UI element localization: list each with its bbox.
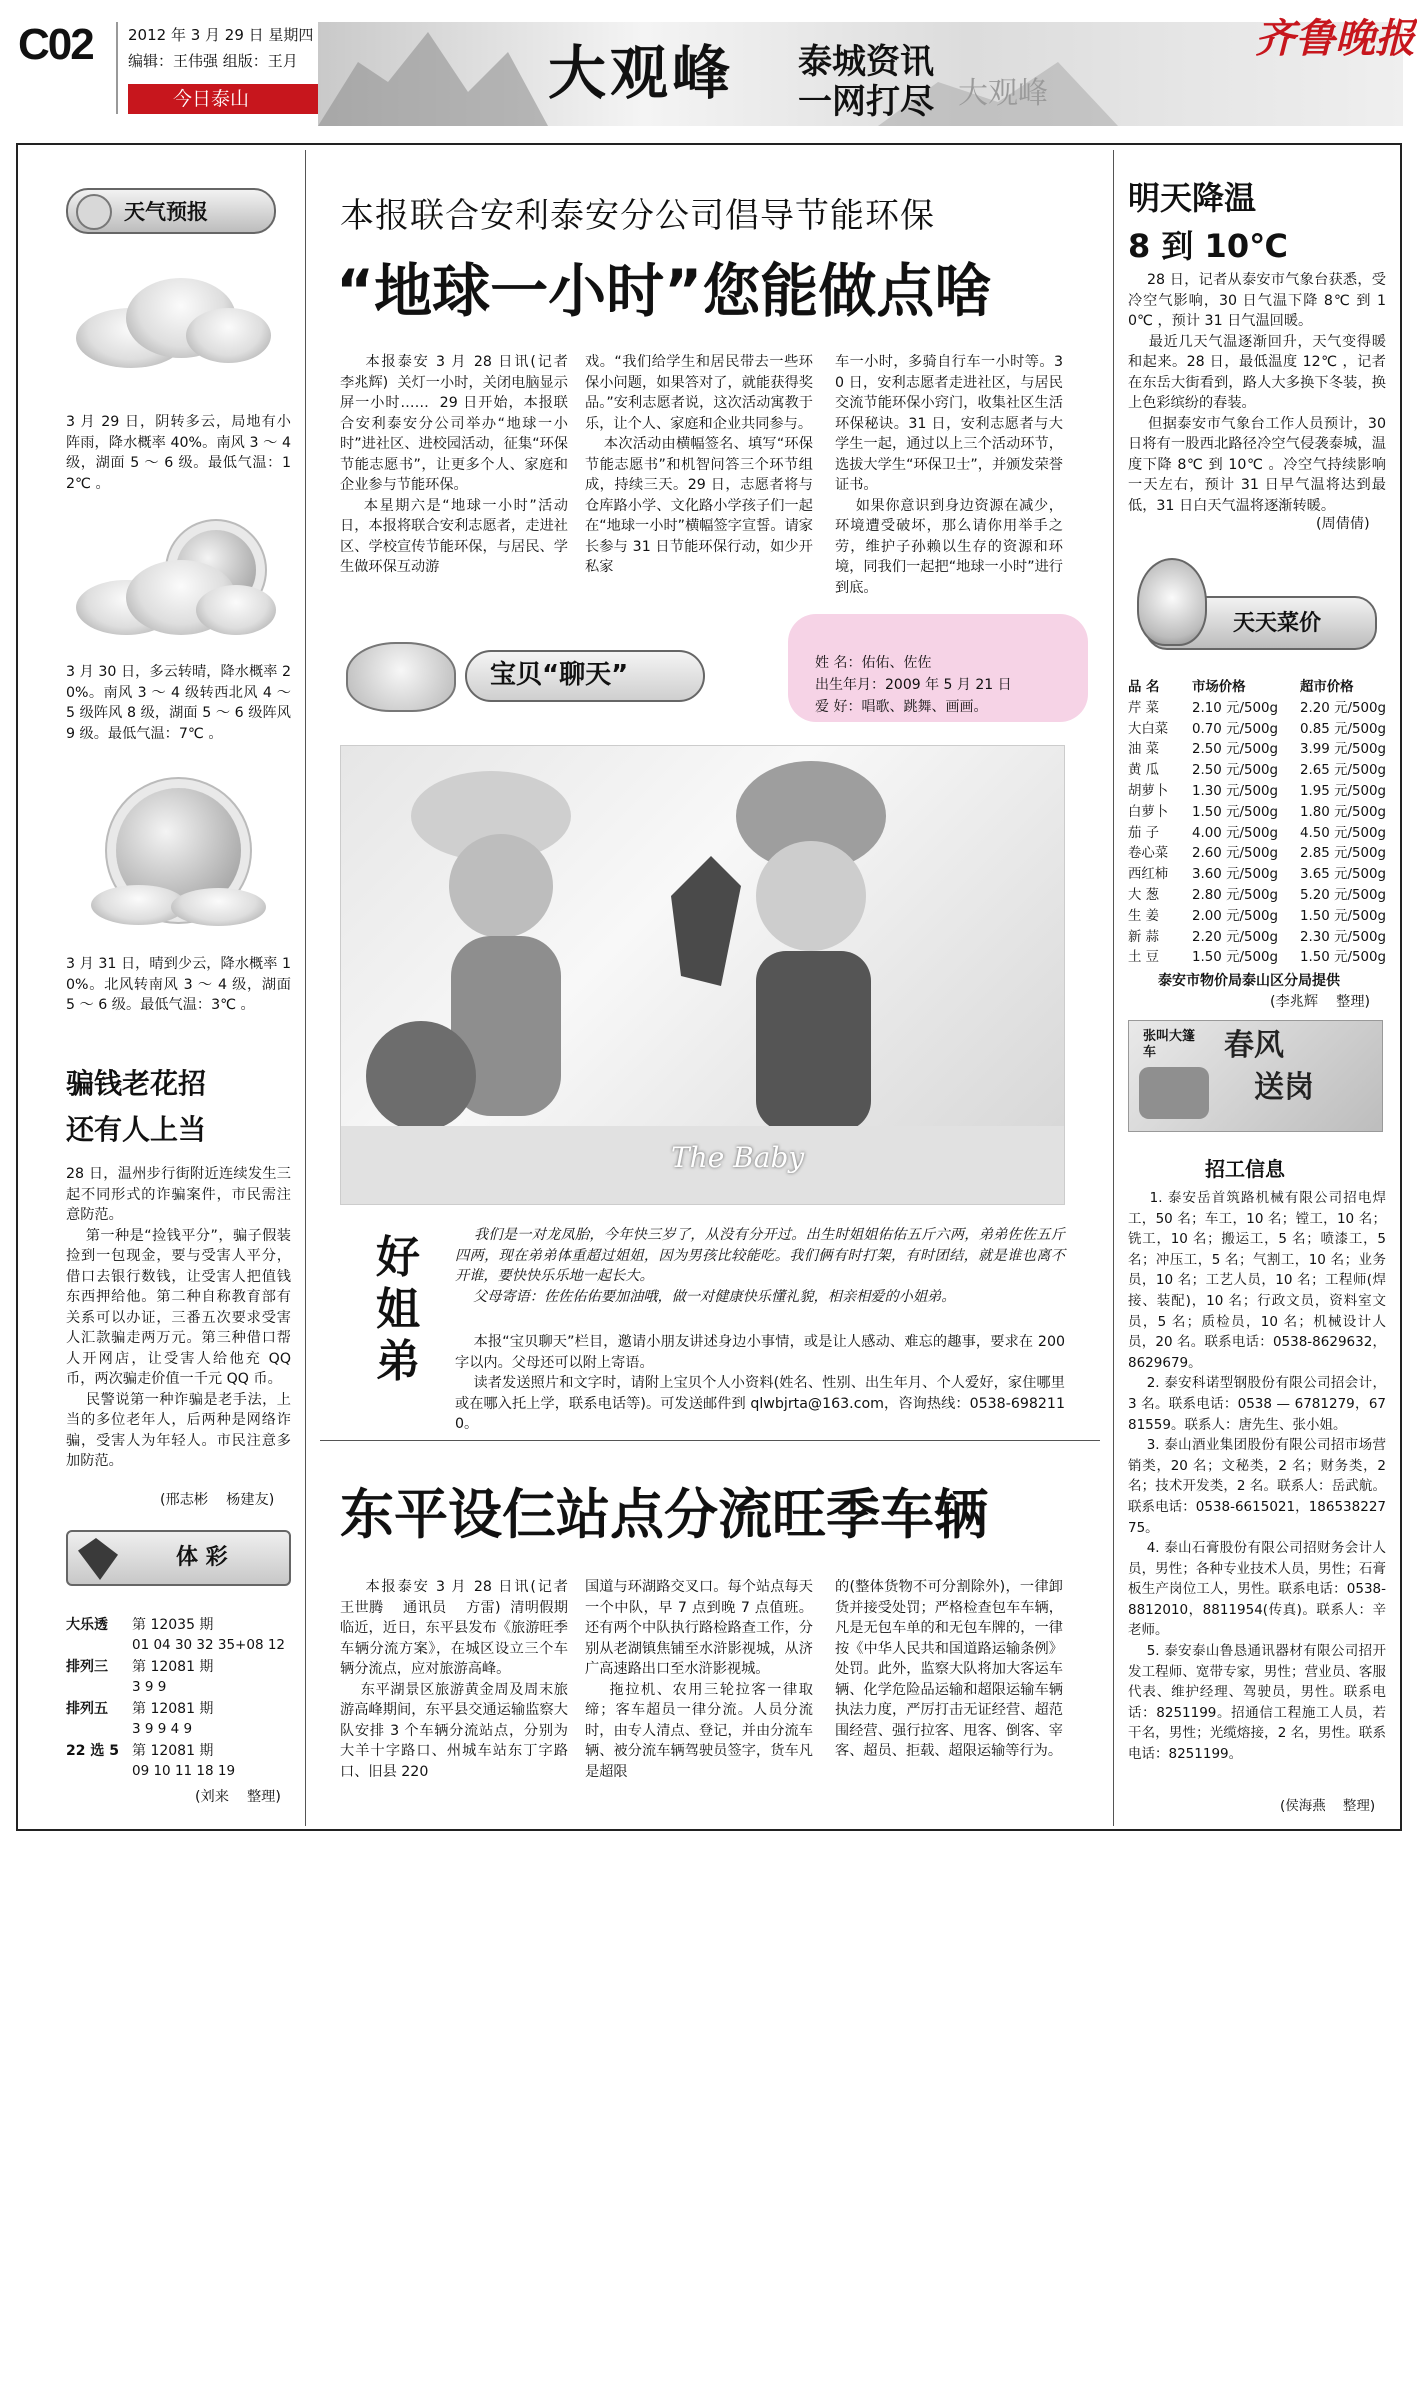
masthead-logo: 齐鲁晚报 bbox=[1255, 15, 1415, 62]
jobs-banner-title: 春风 bbox=[1224, 1028, 1284, 1063]
veg-market-price: 2.80 元/500g bbox=[1192, 887, 1279, 903]
cooling-body: 28 日，记者从泰安市气象台获悉，受冷空气影响，30 日气温下降 8℃ 到 10℃ ，预计 31 日气温回暖。 最近几天气温逐渐回升，天气变得暖和起来。28 日，最低温度 12℃ ，记者在东岳大街看到，路人大多换下冬装，换上色彩缤纷的春装。 但据泰安市气象台工作人员预计，30 日将有一股西北路径冷空气侵袭泰城，温度下降 8℃ 到 10℃ 。冷空气持续影响一天左右，预计 31 日早气温将达到最低，31 日白天气温将逐渐转暖。 bbox=[1128, 272, 1386, 514]
cabbage-mascot-icon bbox=[1137, 558, 1207, 646]
cooling-title-2: 8 到 10℃ bbox=[1128, 227, 1288, 265]
section-bar: 今日泰山 bbox=[128, 84, 318, 114]
lottery-row: 排列五 第 12081 期 3 9 9 4 9 bbox=[66, 1701, 214, 1737]
veg-row bbox=[1128, 948, 1393, 969]
issue-date: 2012 年 3 月 29 日 星期四 bbox=[128, 26, 314, 44]
mouse-mascot-icon bbox=[346, 642, 456, 712]
veg-row bbox=[1128, 824, 1393, 845]
lottery-badge bbox=[66, 1530, 291, 1586]
right-column-rule bbox=[1113, 150, 1114, 1826]
veg-row bbox=[1128, 907, 1393, 928]
baby-side-title: 好姐弟 bbox=[376, 1232, 420, 1387]
cooling-byline: (周倩倩) bbox=[1316, 516, 1370, 532]
veg-super-price: 2.20 元/500g bbox=[1300, 700, 1387, 716]
veg-name: 茄 子 bbox=[1128, 825, 1160, 841]
jobs-banner bbox=[1128, 1020, 1383, 1132]
veg-row bbox=[1128, 865, 1393, 886]
slogan-line1: 泰城资讯 bbox=[798, 42, 934, 82]
scam-title-1: 骗钱老花招 bbox=[66, 1067, 207, 1100]
veg-super-price: 2.65 元/500g bbox=[1300, 763, 1387, 779]
veg-super-price: 0.85 元/500g bbox=[1300, 721, 1387, 737]
lottery-logo-icon bbox=[78, 1538, 118, 1580]
veg-row bbox=[1128, 720, 1393, 741]
dongping-col2: 国道与环湖路交叉口。每个站点每天一个中队，早 7 点到晚 7 点值班。还有两个中队执行路检路查工作，分别从老湖镇焦铺至水浒影视城，从济广高速路出口至水浒影视城。 拖拉机、农用三轮拉客一律取缔；客车超员一律分流。人员分流时，由专人清点、登记，并由分流车辆、被分流车辆驾驶员签字，货车凡是超限 bbox=[585, 1579, 813, 1780]
page-header bbox=[0, 0, 1417, 140]
veg-market-price: 4.00 元/500g bbox=[1192, 825, 1279, 841]
mountain-banner bbox=[318, 22, 1403, 126]
weather-day2: 3 月 30 日，多云转晴，降水概率 20%。南风 3 ～ 4 级转西北风 4 ～ 5 级阵风 8 级，湖面 5 ～ 6 级阵风 9 级。最低气温：7℃ 。 bbox=[66, 664, 296, 742]
veg-price-table bbox=[1128, 678, 1393, 969]
veg-row bbox=[1128, 782, 1393, 803]
sunny-icon bbox=[66, 770, 286, 940]
lottery-row: 排列三 第 12081 期 3 9 9 bbox=[66, 1659, 214, 1695]
baby-badge bbox=[340, 636, 710, 718]
veg-super-price: 2.85 元/500g bbox=[1300, 846, 1387, 862]
slogan-line2: 一网打尽 bbox=[798, 82, 934, 122]
dongping-col3: 的(整体货物不可分割除外)，一律卸货并接受处罚；严格检查包车车辆，凡是无包车单的和无包车牌的，一律按《中华人民共和国道路运输条例》处罚。此外，监察大队将加大客运车辆、化学危险品运输和超限运输车辆执法力度，严厉打击无证经营、超范围经营、强行拉客、甩客、倒客、宰客、超员、拒载、超限运输等行为。 bbox=[835, 1579, 1063, 1759]
veg-super-price: 5.20 元/500g bbox=[1300, 887, 1387, 903]
sun-face-icon bbox=[76, 194, 112, 230]
baby-hobbies: 唱歌、跳舞、画画。 bbox=[861, 699, 988, 715]
scam-title-2: 还有人上当 bbox=[66, 1113, 207, 1146]
veg-name: 土 豆 bbox=[1128, 950, 1160, 966]
baby-note: 本报“宝贝聊天”栏目，邀请小朋友讲述身边小事情，或是让人感动、难忘的趣事，要求在 200 字以内。父母还可以附上寄语。 读者发送照片和文字时，请附上宝贝个人小资料(姓名、性别、出生年月、个人爱好，家住哪里或在哪入托上学，联系电话等)。可发送邮件到 qlwbjrta@163.com，咨询热线：0538-6982110。 bbox=[455, 1334, 1065, 1432]
baby-badge-label: 宝贝“聊天” bbox=[490, 660, 629, 690]
veg-name: 白萝卜 bbox=[1128, 804, 1169, 820]
lottery-badge-label: 体 彩 bbox=[176, 1545, 228, 1570]
twins-photo bbox=[340, 745, 1065, 1205]
veg-super-price: 1.50 元/500g bbox=[1300, 950, 1387, 966]
veg-byline: (李兆辉 整理) bbox=[1270, 994, 1371, 1010]
jobs-body: 1. 泰安岳首筑路机械有限公司招电焊工，50 名；车工，10 名；镗工，10 名；铣工，10 名；搬运工，5 名；喷漆工，5 名；冲压工，5 名；气割工，10 名；业务员，10 名；工艺人员，10 名；工程师(焊接、装配)，10 名；行政文员，资料室文员，5 名；质检员，10 名；机械设计人员，20 名。联系电话：0538-8629632，8629679。 2. 泰安科诺型钢股份有限公司招会计，3 名。联系电话：0538 — 6781279，6781559。联系人：唐先生、张小姐。 3. 泰山酒业集团股份有限公司招市场营销类，20 名；文秘类，2 名；财务类，2 名；技术开发类，2 名。联系人：岳武航。联系电话：0538-6615021，18653822775。 4. 泰山石膏股份有限公司招财务会计人员，男性；各种专业技术人员，男性；石膏板生产岗位工人，男性。联系电话：0538-8812010，8811954(传真)。联系人：辛老师。 5. 泰安泰山鲁恳通讯器材有限公司招开发工程师、宽带专家，男性；营业员、客服代表、维护经理、驾驶员，男性。联系电话：8251199。招通信工程施工人员，若干名，男性；光缆熔接，2 名，男性。联系电话：8251199。 bbox=[1128, 1190, 1386, 1763]
main-col1: 本报泰安 3 月 28 日讯(记者 李兆辉) 关灯一小时，关闭电脑显示屏一小时…… 29 日开始，本报联合安利泰安分公司举办“地球一小时”进社区、进校园活动，征集“环保节能志愿书”，让更多个人、家庭和企业参与节能环保。 本星期六是“地球一小时”活动日，本报将联合安利志愿者，走进社区、学校宣传节能环保，与居民、学生做环保互动游 bbox=[340, 354, 568, 575]
veg-name: 大 葱 bbox=[1128, 887, 1160, 903]
veg-super-price: 1.50 元/500g bbox=[1300, 908, 1387, 924]
main-title: “地球一小时”您能做点啥 bbox=[336, 257, 993, 325]
veg-market-price: 1.50 元/500g bbox=[1192, 804, 1279, 820]
veg-badge-label: 天天菜价 bbox=[1233, 611, 1322, 636]
veg-name: 芹 菜 bbox=[1128, 700, 1160, 716]
weather-day1: 3 月 29 日，阴转多云，局地有小阵雨，降水概率 40%。南风 3 ～ 4 级，湖面 5 ～ 6 级。最低气温：12℃ 。 bbox=[66, 414, 296, 492]
main-col2: 戏。“我们给学生和居民带去一些环保小问题，如果答对了，就能获得奖品。”安利志愿者说，这次活动寓教于乐，让个人、家庭和企业共同参与。 本次活动由横幅签名、填写“环保节能志愿书”和机智问答三个环节组成，持续三天。29 日，志愿者将与仓库路小学、文化路小学孩子们一起在“地球一小时”横幅签字宣誓。请家长参与 31 日节能环保行动，如少开私家 bbox=[585, 354, 813, 575]
veg-market-price: 2.10 元/500g bbox=[1192, 700, 1279, 716]
bus-illustration-icon bbox=[1139, 1067, 1209, 1119]
jobs-byline: (侯海燕 整理) bbox=[1280, 1798, 1376, 1814]
veg-super-price: 2.30 元/500g bbox=[1300, 929, 1387, 945]
banner-watermark: 大观峰 bbox=[958, 76, 1048, 111]
veg-header: 品 名 市场价格 超市价格 bbox=[1128, 680, 1354, 695]
veg-market-price: 2.50 元/500g bbox=[1192, 742, 1279, 758]
lottery-list bbox=[66, 1615, 296, 1783]
twins-photo-art bbox=[341, 746, 1065, 1205]
veg-row bbox=[1128, 844, 1393, 865]
issue-editors: 编辑：王伟强 组版：王月 bbox=[128, 52, 298, 70]
veg-row bbox=[1128, 803, 1393, 824]
jobs-banner-left: 张叫大篷车 bbox=[1143, 1029, 1196, 1060]
veg-market-price: 2.00 元/500g bbox=[1192, 908, 1279, 924]
header-rule bbox=[116, 22, 118, 114]
cooling-title-1: 明天降温 bbox=[1128, 179, 1257, 217]
veg-name: 油 菜 bbox=[1128, 742, 1160, 758]
veg-market-price: 2.20 元/500g bbox=[1192, 929, 1279, 945]
veg-market-price: 2.60 元/500g bbox=[1192, 846, 1279, 862]
jobs-banner-sub: 送岗 bbox=[1254, 1070, 1314, 1105]
veg-row bbox=[1128, 761, 1393, 782]
lottery-row: 大乐透 第 12035 期 01 04 30 32 35+08 12 bbox=[66, 1617, 286, 1653]
page-code: C02 bbox=[18, 20, 93, 69]
veg-super-price: 3.65 元/500g bbox=[1300, 867, 1387, 883]
baby-birthdate: 2009 年 5 月 21 日 bbox=[885, 677, 1012, 693]
veg-super-price: 3.99 元/500g bbox=[1300, 742, 1387, 758]
veg-name: 生 姜 bbox=[1128, 908, 1160, 924]
veg-name: 胡萝卜 bbox=[1128, 783, 1169, 799]
veg-row bbox=[1128, 886, 1393, 907]
veg-market-price: 2.50 元/500g bbox=[1192, 763, 1279, 779]
veg-market-price: 3.60 元/500g bbox=[1192, 867, 1279, 883]
veg-row bbox=[1128, 699, 1393, 720]
dongping-title: 东平设仨站点分流旺季车辆 bbox=[340, 1483, 988, 1546]
veg-market-price: 1.50 元/500g bbox=[1192, 950, 1279, 966]
veg-market-price: 1.30 元/500g bbox=[1192, 783, 1279, 799]
veg-super-price: 1.80 元/500g bbox=[1300, 804, 1387, 820]
veg-row bbox=[1128, 740, 1393, 761]
jobs-title: 招工信息 bbox=[1205, 1157, 1285, 1181]
main-subtitle: 本报联合安利泰安分公司倡导节能环保 bbox=[340, 196, 935, 236]
veg-super-price: 1.95 元/500g bbox=[1300, 783, 1387, 799]
baby-names: 佑佑、佐佐 bbox=[861, 655, 932, 671]
veg-row bbox=[1128, 928, 1393, 949]
veg-super-price: 4.50 元/500g bbox=[1300, 825, 1387, 841]
veg-source: 泰安市物价局泰山区分局提供 bbox=[1158, 973, 1340, 989]
veg-rows bbox=[1128, 699, 1393, 969]
weather-day3: 3 月 31 日，晴到少云，降水概率 10%。北风转南风 3 ～ 4 级，湖面 5 ～ 6 级。最低气温：3℃ 。 bbox=[66, 956, 296, 1013]
weather-badge bbox=[66, 188, 276, 234]
baby-info: 姓 名：佑佑、佐佐 出生年月：2009 年 5 月 21 日 爱 好：唱歌、跳舞、画画。 bbox=[815, 655, 1012, 715]
calligraphy-title: 大观峰 bbox=[548, 39, 735, 107]
veg-name: 黄 瓜 bbox=[1128, 763, 1160, 779]
dongping-col1: 本报泰安 3 月 28 日讯(记者 王世腾 通讯员 方雷) 清明假期临近，近日，东平县发布《旅游旺季车辆分流方案》，在城区设立三个车辆分流点，应对旅游高峰。 东平湖景区旅游黄金周及周末旅游高峰期间，东平县交通运输监察大队安排 3 个车辆分流站点，分别为大羊十字路口、州城车站东丁字路口、旧县 220 bbox=[340, 1579, 568, 1780]
baby-story: 我们是一对龙凤胎，今年快三岁了，从没有分开过。出生时姐姐佑佑五斤六两，弟弟佐佐五斤四两，现在弟弟体重超过姐姐，因为男孩比较能吃。我们俩有时打架，有时团结，就是谁也离不开谁，要快快乐乐地一起长大。 父母寄语：佐佐佑佑要加油哦，做一对健康快乐懂礼貌，相亲相爱的小姐弟。 bbox=[455, 1227, 1065, 1305]
sun-cloud-icon bbox=[66, 520, 286, 650]
weather-badge-label: 天气预报 bbox=[124, 200, 208, 224]
lottery-byline: (刘来 整理) bbox=[195, 1789, 281, 1805]
scam-body: 28 日，温州步行街附近连续发生三起不同形式的诈骗案件，市民需注意防范。 第一种是“捡钱平分”，骗子假装捡到一包现金，要与受害人平分，借口去银行数钱，让受害人把值钱东西押给他。第二种自称教育部有关系可以办证，三番五次要求受害人汇款骗走两万元。第三种借口帮人开网店，让受害人给他充 QQ 币，两次骗走价值一千元 QQ 币。 民警说第一种诈骗是老手法，上当的多位老年人，后两种是网络诈骗，受害人为年轻人。市民注意多加防范。 bbox=[66, 1166, 291, 1469]
veg-name: 大白菜 bbox=[1128, 721, 1169, 737]
scam-byline: (邢志彬 杨建友) bbox=[160, 1492, 275, 1508]
main-col3: 车一小时，多骑自行车一小时等。30 日，安利志愿者走进社区，与居民交流节能环保小窍门，收集社区生活环保秘诀。31 日，安利志愿者与大学生一起，通过以上三个活动环节，选拔大学生“环保卫士”，并颁发荣誉证书。 如果你意识到身边资源在减少，环境遭受破坏，那么请你用举手之劳，维护子孙赖以生存的资源和环境，同我们一起把“地球一小时”进行到底。 bbox=[835, 354, 1063, 596]
veg-badge bbox=[1145, 596, 1377, 650]
cloudy-icon bbox=[66, 268, 276, 378]
lottery-row: 22 选 5 第 12081 期 09 10 11 18 19 bbox=[66, 1743, 236, 1779]
left-column-rule bbox=[305, 150, 306, 1826]
veg-market-price: 0.70 元/500g bbox=[1192, 721, 1279, 737]
veg-name: 新 蒜 bbox=[1128, 929, 1160, 945]
veg-name: 西红柿 bbox=[1128, 867, 1169, 883]
photo-caption: The Baby bbox=[671, 1141, 805, 1174]
section-rule bbox=[320, 1440, 1100, 1441]
veg-name: 卷心菜 bbox=[1128, 846, 1169, 862]
